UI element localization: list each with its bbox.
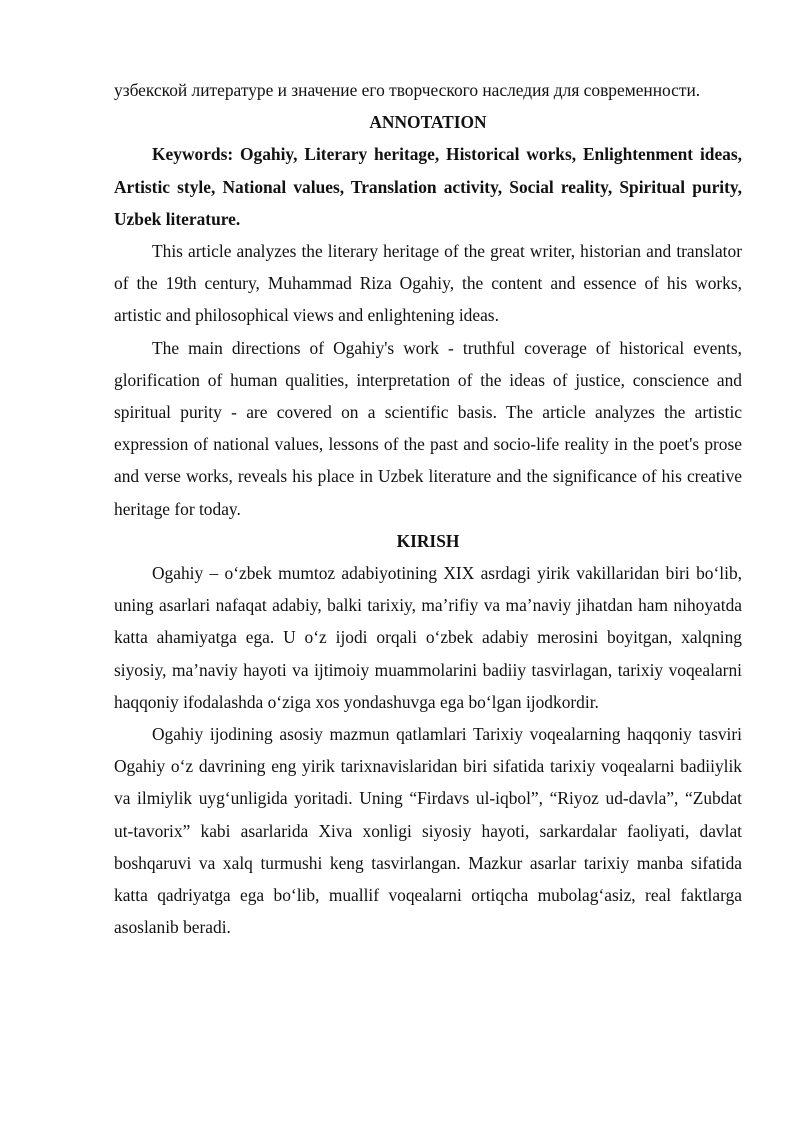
kirish-heading: KIRISH [396, 530, 460, 551]
annotation-heading: ANNOTATION [369, 112, 487, 133]
kirish-paragraph-1: Ogahiy – oʻzbek mumtoz adabiyotining XIX asrdagi yirik vakillaridan biri boʻlib, uning asarlari nafaqat adabiy, balki tarixiy, maʼrifiy va maʼnaviy jihatdan ham nihoyatda katta ahamiyatga ega. U oʻz ijodi orqali oʻzbek adabiy merosini boyitgan, xalqning siyosiy, maʼnaviy hayoti va ijtimoiy muammolarini badiiy tasvirlagan, tarixiy voqealarni haqqoniy ifodalashda oʻziga xos yondashuvga ega boʻlgan ijodkordir. [114, 563, 742, 712]
document-page [114, 74, 742, 943]
kirish-paragraph-2: Ogahiy ijodining asosiy mazmun qatlamlari Tarixiy voqealarning haqqoniy tasviri Ogahiy oʻz davrining eng yirik tarixnavislaridan biri sifatida tarixiy voqealarni badiiylik va ilmiylik uygʻunligida yoritadi. Uning “Firdavs ul-iqbol”, “Riyoz ud-davla”, “Zubdat ut-tavorix” kabi asarlarida Xiva xonligi siyosiy hayoti, sarkardalar faoliyati, davlat boshqaruvi va xalq turmushi keng tasvirlangan. Mazkur asarlar tarixiy manba sifatida katta qadriyatga ega boʻlib, muallif voqealarni ortiqcha mubolagʻasiz, real faktlarga asoslanib beradi. [114, 724, 742, 938]
annotation-paragraph-2: The main directions of Ogahiy's work - truthful coverage of historical events, glorification of human qualities, interpretation of the ideas of justice, conscience and spiritual purity - are covered on a scientific basis. The article analyzes the artistic expression of national values, lessons of the past and socio-life reality in the poet's prose and verse works, reveals his place in Uzbek literature and the significance of his creative heritage for today. [114, 337, 742, 519]
annotation-paragraph-1: This article analyzes the literary heritage of the great writer, historian and translator of the 19th century, Muhammad Riza Ogahiy, the content and essence of his works, artistic and philosophical views and enlightening ideas. [114, 241, 742, 326]
continuation-paragraph: узбекской литературе и значение его творческого наследия для современности. [114, 80, 701, 100]
keywords-paragraph: Keywords: Ogahiy, Literary heritage, Historical works, Enlightenment ideas, Artistic style, National values, Translation activity, Social reality, Spiritual purity, Uzbek literature. [114, 144, 742, 229]
